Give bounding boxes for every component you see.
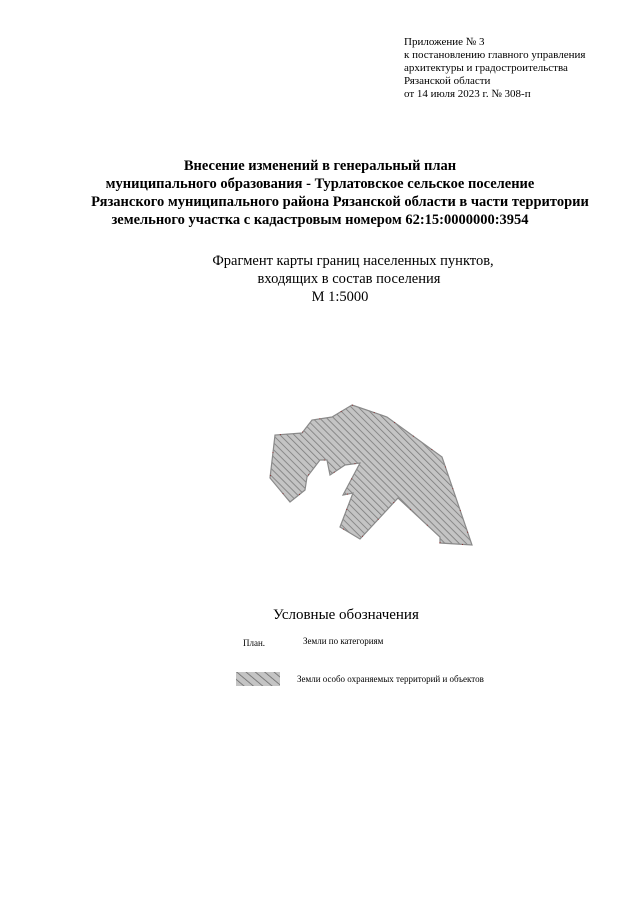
- appendix-line: Рязанской области: [404, 75, 491, 87]
- appendix-line: Приложение № 3: [404, 36, 485, 48]
- subtitle-line: входящих в состав поселения: [257, 271, 441, 287]
- title-line: земельного участка с кадастровым номером 62:15:0000000:3954: [111, 212, 529, 228]
- title-line: Рязанского муниципального района Рязанской области в части территории: [91, 194, 589, 210]
- legend-hatch-swatch-icon: [236, 672, 280, 686]
- subtitle-line: Фрагмент карты границ населенных пунктов,: [212, 253, 494, 269]
- map-scale: М 1:5000: [311, 289, 369, 305]
- legend-category-header: Земли по категориям: [303, 636, 384, 646]
- land-plot-polygon: [270, 405, 472, 545]
- legend-item-label: Земли особо охраняемых территорий и объектов: [297, 674, 484, 684]
- legend-plan-label: План.: [243, 638, 266, 648]
- legend-title: Условные обозначения: [273, 607, 419, 623]
- appendix-line: от 14 июля 2023 г. № 308-п: [404, 88, 531, 100]
- appendix-line: архитектуры и градостроительства: [404, 62, 568, 74]
- title-line: Внесение изменений в генеральный план: [183, 158, 457, 174]
- title-line: муниципального образования - Турлатовское сельское поселение: [105, 176, 535, 192]
- appendix-line: к постановлению главного управления: [404, 49, 586, 61]
